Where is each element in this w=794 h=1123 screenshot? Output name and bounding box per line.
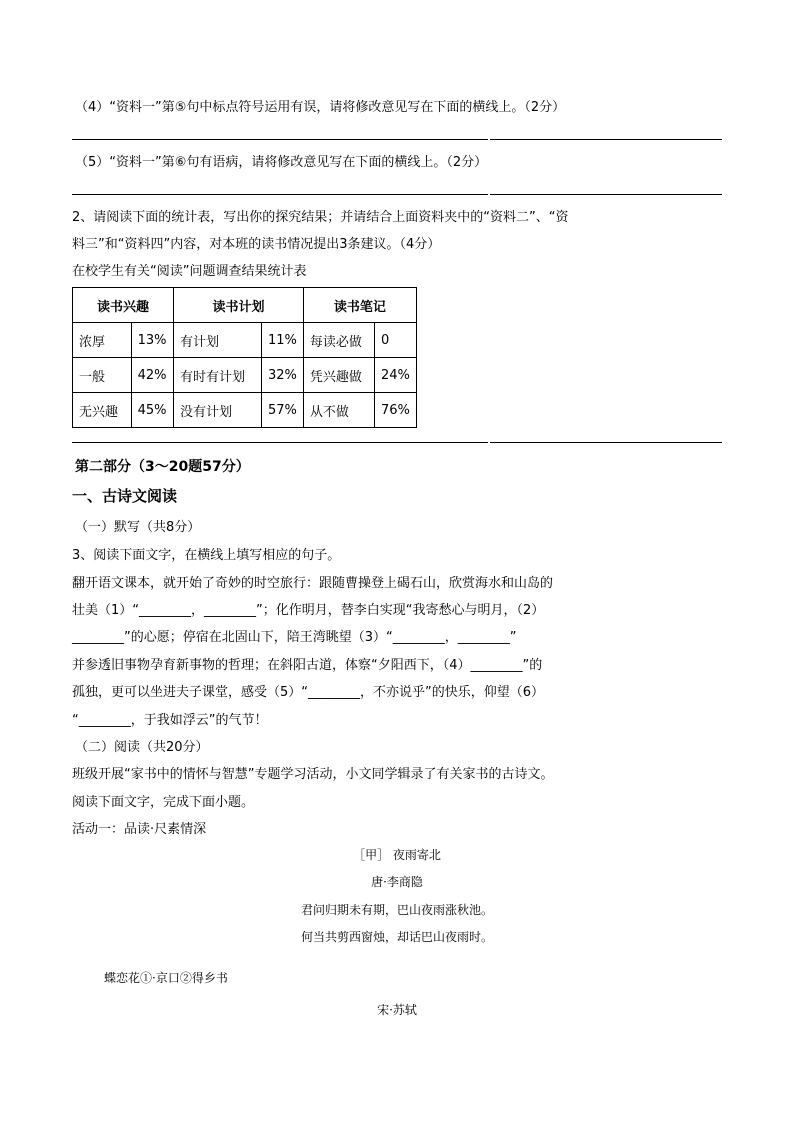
question-2-line1: 2、请阅读下面的统计表，写出你的探究结果；并请结合上面资料夹中的“资料二”、“资 bbox=[72, 210, 569, 225]
table-cell: 无兴趣 bbox=[73, 393, 132, 428]
question-3-line: 并参透旧事物孕育新事物的哲理；在斜阳古道，体察“夕阳西下，（4）________”的 bbox=[72, 658, 543, 673]
survey-table bbox=[72, 287, 417, 428]
table-cell: 45% bbox=[131, 393, 173, 428]
table-cell: 57% bbox=[262, 393, 304, 428]
reading-intro: 班级开展“家书中的情怀与智慧”专题学习活动，小文同学辑录了有关家书的古诗文。 bbox=[72, 767, 554, 782]
table-cell: 32% bbox=[262, 358, 304, 393]
table-cell: 有计划 bbox=[174, 323, 262, 358]
header-reading-plan: 读书计划 bbox=[174, 288, 304, 323]
table-cell: 每读必做 bbox=[303, 323, 374, 358]
question-3-line: “________，于我如浮云”的气节！ bbox=[72, 713, 268, 728]
question-3-line: ________”的心愿；停宿在北固山下，陪王湾眺望（3）“________，________” bbox=[72, 630, 517, 645]
question-4: （4）“资料一”第⑤句中标点符号运用有误，请将修改意见写在下面的横线上。（2分） bbox=[75, 100, 566, 115]
poem-2-title: 蝶恋花①·京口②得乡书 bbox=[104, 971, 228, 985]
table-cell: 11% bbox=[262, 323, 304, 358]
question-3-line: 壮美（1）“________，________”；化作明月，替李白实现“我寄愁心与明月，（2） bbox=[72, 603, 545, 618]
table-cell: 有时有计划 bbox=[174, 358, 262, 393]
poem-1-author: 唐·李商隐 bbox=[371, 875, 423, 889]
question-2-line2: 料三”和“资料四”内容，对本班的读书情况提出3条建议。（4分） bbox=[72, 237, 441, 252]
header-reading-interest: 读书兴趣 bbox=[73, 288, 174, 323]
table-cell: 42% bbox=[131, 358, 173, 393]
table-cell: 0 bbox=[374, 323, 416, 358]
table-cell: 浓厚 bbox=[73, 323, 132, 358]
answer-line bbox=[490, 194, 722, 195]
poem-1-line: 何当共剪西窗烛，却话巴山夜雨时。 bbox=[300, 930, 493, 944]
table-title: 在校学生有关“阅读”问题调查结果统计表 bbox=[72, 264, 307, 279]
poem-1-title: ［甲］ 夜雨寄北 bbox=[353, 848, 441, 862]
question-3-line: 3、阅读下面文字，在横线上填写相应的句子。 bbox=[72, 548, 341, 563]
reading-instruction: 阅读下面文字，完成下面小题。 bbox=[72, 795, 255, 810]
question-5: （5）“资料一”第⑥句有语病，请将修改意见写在下面的横线上。（2分） bbox=[75, 155, 488, 170]
question-3-line: 孤独，更可以坐进夫子课堂，感受（5）“________，不亦说乎”的快乐，仰望（6） bbox=[72, 685, 545, 700]
table-cell: 76% bbox=[374, 393, 416, 428]
answer-line bbox=[72, 442, 488, 443]
answer-line bbox=[490, 139, 722, 140]
table-row bbox=[73, 358, 417, 393]
table-cell: 从不做 bbox=[303, 393, 374, 428]
table-header-row bbox=[73, 288, 417, 323]
table-row bbox=[73, 323, 417, 358]
part-2-title: 第二部分（3～20题57分） bbox=[75, 459, 250, 475]
poem-2-author: 宋·苏轼 bbox=[377, 1003, 417, 1017]
subsection-reading: （二）阅读（共20分） bbox=[75, 740, 209, 755]
question-3-line: 翻开语文课本，就开始了奇妙的时空旅行：跟随曹操登上碣石山，欣赏海水和山岛的 bbox=[72, 576, 554, 591]
answer-line bbox=[490, 442, 722, 443]
header-reading-notes: 读书笔记 bbox=[303, 288, 416, 323]
answer-line bbox=[72, 194, 488, 195]
table-cell: 13% bbox=[131, 323, 173, 358]
table-cell: 没有计划 bbox=[174, 393, 262, 428]
table-cell: 一般 bbox=[73, 358, 132, 393]
table-cell: 凭兴趣做 bbox=[303, 358, 374, 393]
activity-1-title: 活动一：品读·尺素情深 bbox=[72, 822, 207, 837]
section-1-title: 一、古诗文阅读 bbox=[72, 487, 178, 505]
answer-line bbox=[72, 139, 488, 140]
subsection-dictation: （一）默写（共8分） bbox=[75, 520, 201, 535]
table-cell: 24% bbox=[374, 358, 416, 393]
poem-1-line: 君问归期未有期，巴山夜雨涨秋池。 bbox=[300, 903, 493, 917]
table-row bbox=[73, 393, 417, 428]
